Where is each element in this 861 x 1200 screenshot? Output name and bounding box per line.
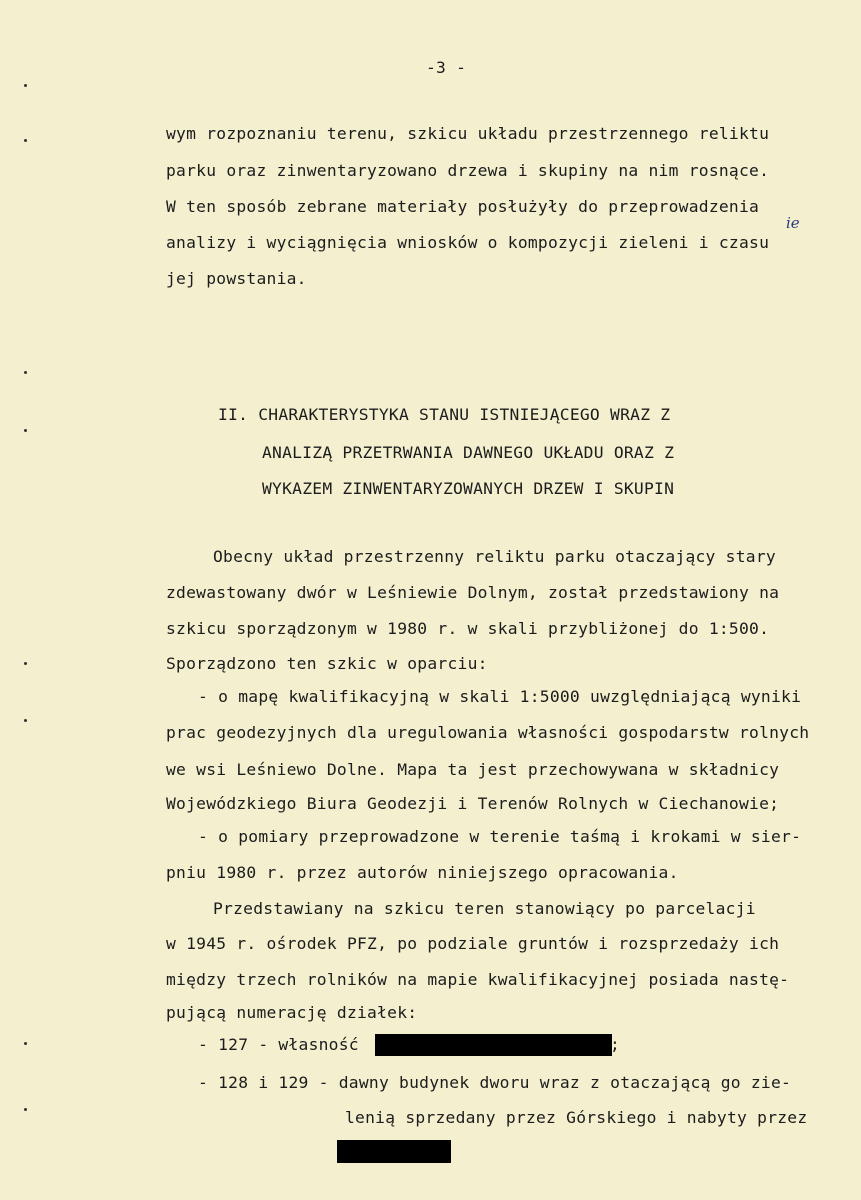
handwritten-correction: ie [786,214,800,232]
text-line: Sporządzono ten szkic w oparciu: [166,654,488,673]
scan-speck [24,1042,27,1045]
list-item-line: - o mapę kwalifikacyjną w skali 1:5000 uwzględniającą wyniki [198,687,802,706]
text-line: jej powstania. [166,269,307,288]
text-line: Wojewódzkiego Biura Geodezji i Terenów Rolnych w Ciechanowie; [166,794,780,813]
page-number: -3 - [426,58,467,77]
scan-speck [24,371,27,374]
text-line: Obecny układ przestrzenny reliktu parku otaczający stary [213,547,776,566]
text-line: we wsi Leśniewo Dolne. Mapa ta jest przechowywana w składnicy [166,760,780,779]
scan-speck [24,719,27,722]
text-line: między trzech rolników na mapie kwalifikacyjnej posiada nastę- [166,970,790,989]
list-item-line: - o pomiary przeprowadzone w terenie taśmą i krokami w sier- [198,827,802,846]
text-line: lenią sprzedany przez Górskiego i nabyty przez [345,1108,808,1127]
text-line: W ten sposób zebrane materiały posłużyły do przeprowadzenia [166,197,760,216]
scan-speck [24,84,27,87]
section-heading-line: WYKAZEM ZINWENTARYZOWANYCH DRZEW I SKUPIN [262,479,675,498]
redaction-bar [375,1034,612,1056]
scan-speck [24,139,27,142]
text-line: ; [610,1035,621,1054]
text-line: analizy i wyciągnięcia wniosków o kompozycji zieleni i czasu [166,233,770,252]
section-heading-line: ANALIZĄ PRZETRWANIA DAWNEGO UKŁADU ORAZ Z [262,443,675,462]
section-heading-line: II. CHARAKTERYSTYKA STANU ISTNIEJĄCEGO WRAZ Z [218,405,671,424]
text-line: wym rozpoznaniu terenu, szkicu układu przestrzennego reliktu [166,124,770,143]
text-line: pującą numerację działek: [166,1003,418,1022]
text-line: parku oraz zinwentaryzowano drzewa i skupiny na nim rosnące. [166,161,770,180]
text-line: prac geodezyjnych dla uregulowania własności gospodarstw rolnych [166,723,810,742]
list-item-line: - 128 i 129 - dawny budynek dworu wraz z otaczającą go zie- [198,1073,792,1092]
redaction-bar [337,1140,451,1163]
list-item-line: - 127 - własność [198,1035,359,1054]
scan-speck [24,429,27,432]
text-line: zdewastowany dwór w Leśniewie Dolnym, został przedstawiony na [166,583,780,602]
scan-speck [24,1108,27,1111]
text-line: Przedstawiany na szkicu teren stanowiący po parcelacji [213,899,756,918]
text-line: w 1945 r. ośrodek PFZ, po podziale gruntów i rozsprzedaży ich [166,934,780,953]
text-line: szkicu sporządzonym w 1980 r. w skali przybliżonej do 1:500. [166,619,770,638]
scan-speck [24,662,27,665]
text-line: pniu 1980 r. przez autorów niniejszego opracowania. [166,863,679,882]
